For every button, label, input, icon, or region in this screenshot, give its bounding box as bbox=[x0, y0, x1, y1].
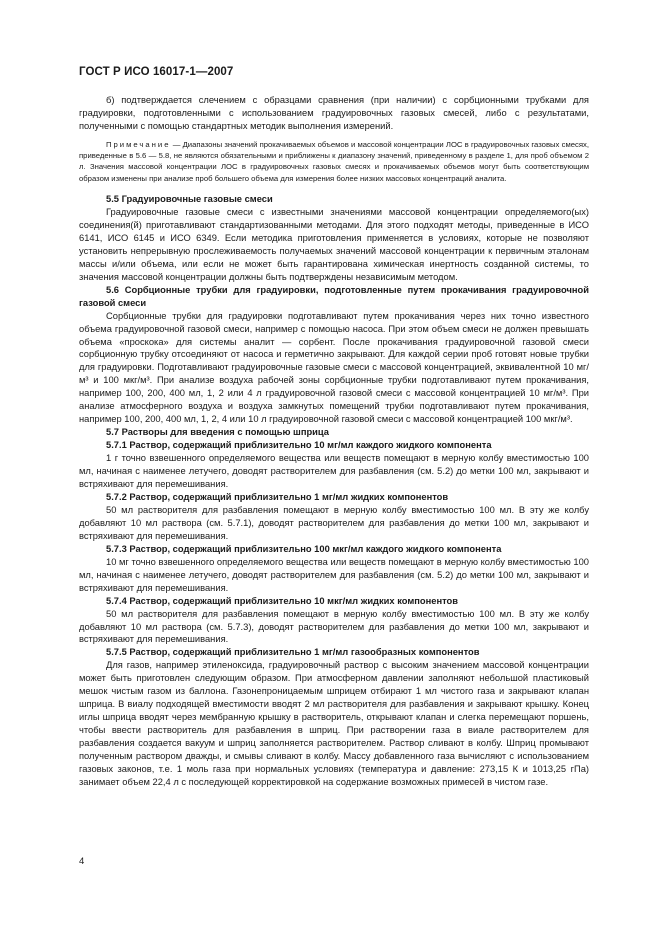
section-5-7-2-heading: 5.7.2 Раствор, содержащий приблизительно 1 мг/мл жидких компонентов bbox=[106, 491, 449, 502]
section-5-5-heading: 5.5 Градуировочные газовые смеси bbox=[106, 194, 273, 205]
section-5-5-text: Градуировочные газовые смеси с известными значениями массовой концентрации определяемого(ых) соединения(й) приготавливают стандартизованными методами. Для этого подходят методы, приведенные в ИСО 6141, ИСО 6145 и ИСО 6349. Если методика приготовления применяется в условиях, которые не позволяют установить непрерывную прослеживаемость получаемых значений массовой концентрации к первичным эталонам массы и/или объема, или если не может быть гарантирована химическая инертность созданной системы, то значения массовой концентрации должны быть подтверждены независимым методом. bbox=[79, 207, 589, 282]
section-5-7-3-text: 10 мг точно взвешенного определяемого вещества или веществ помещают в мерную колбу вместимостью 100 мл, начиная с наименее летучего, доводят растворителем для разбавления (см. 5.2) до метки 100 мл, закрывают и встряхивают для перемешивания. bbox=[79, 556, 589, 593]
section-5-7-4-heading: 5.7.4 Раствор, содержащий приблизительно 10 мкг/мл жидких компонентов bbox=[106, 595, 458, 606]
item-b-paragraph: б) подтверждается слечением с образцами сравнения (при наличии) с сорбционными трубками для градуировки, подготовленными с использованием градуировочных газовых смесей, либо с результатами, полученными с помощью стандартных методик выполнения измерений. bbox=[79, 95, 589, 131]
section-5-7-5-text: Для газов, например этиленоксида, градуировочный раствор с высоким значением массовой концентрации может быть приготовлен следующим образом. При атмосферном давлении заполняют небольшой пластиковый мешок чистым газом из баллона. Газонепроницаемым шприцем отбирают 1 мл чистого газа и закрывают клапан шприца. В виалу подходящей вместимости вводят 2 мл растворителя для разбавления и закрывают крышку. Конец иглы шприца вводят через мембранную крышку в растворитель, открывают клапан и слегка перемещают поршень, чтобы ввести растворитель для разбавления в шприц. При растворении газа в виале растворителем для разбавления создается вакуум и шприц заполняется растворителем. Раствор сливают в колбу. Шприц промывают полученным раствором дважды, и смывы сливают в колбу. Массу добавленного газа вычисляют с использованием газовых законов, т.е. 1 моль газа при нормальных условиях (температура и давление: 273,15 К и 1013,25 гПа) занимает объем 22,4 л с последующей корректировкой на содержание возможных примесей в чистом газе. bbox=[79, 660, 589, 787]
section-5-7-1-heading: 5.7.1 Раствор, содержащий приблизительно 10 мг/мл каждого жидкого компонента bbox=[106, 440, 492, 451]
section-5-7-4-text: 50 мл растворителя для разбавления помещают в мерную колбу вместимостью 100 мл. В эту же колбу добавляют 10 мл раствора (см. 5.7.3), доводят растворителем для разбавления до метки 100 мл, закрывают и встряхивают для перемешивания. bbox=[79, 608, 589, 645]
section-5-7-5-heading: 5.7.5 Раствор, содержащий приблизительно 1 мг/мл газообразных компонентов bbox=[106, 647, 480, 658]
section-5-6-text: Сорбционные трубки для градуировки подготавливают путем прокачивания через них точно известного объема градуировочной газовой смеси, например с помощью насоса. При этом объем смеси не должен превышать объема «проскока» для системы аналит — сорбент. После прокачивания градуировочной газовой смеси сорбционную трубку отсоединяют от насоса и герметично закрывают. Для каждой серии проб готовят новые трубки для градуировки. Подготавливают градуировочные газовые смеси с массовой концентрацией, эквивалентной 10 мг/м³ и 100 мкг/м³. При анализе воздуха рабочей зоны сорбционные трубки подготавливают путем прокачивания, например 100, 200, 400 мл, 1, 2 или 4 л градуировочной газовой смеси с массовой концентрацией 10 мг/м³. При анализе атмосферного воздуха и воздуха замкнутых помещений трубки подготавливают путем прокачивания, например 100, 200, 400 мл, 1, 2, 4 или 10 л градуировочной газовой смеси с массовой концентрацией 100 мкг/м³. bbox=[79, 310, 589, 425]
note-text: — Диапазоны значений прокачиваемых объемов и массовой концентрации ЛОС в градуировочных газовых смесях, приведенные в 5.6 — 5.8, не являются обязательными и приближены к диапазону значений, приведенному в разделе 1, для проб объемом 2 л. Значения массовой концентрации ЛОС в градуировочных газовых смесях и прокачиваемых объемов могут быть соответствующим образом изменены при анализе проб большего объема для измерения более низких массовых концентраций аналита. bbox=[79, 139, 589, 183]
note-paragraph bbox=[79, 139, 589, 184]
page-number: 4 bbox=[79, 856, 85, 867]
section-5-7-3-heading: 5.7.3 Раствор, содержащий приблизительно 100 мкг/мл каждого жидкого компонента bbox=[106, 543, 502, 554]
section-5-6-heading: 5.6 Сорбционные трубки для градуировки, подготовленные путем прокачивания градуировочной газовой смеси bbox=[79, 284, 589, 308]
note-label: Примечание bbox=[106, 139, 171, 149]
document-body bbox=[79, 94, 589, 789]
section-5-7-1-text: 1 г точно взвешенного определяемого вещества или веществ помещают в мерную колбу вместимостью 100 мл, начиная с наименее летучего, доводят растворителем для разбавления (см. 5.2) до метки 100 мл, закрывают и встряхивают для перемешивания. bbox=[79, 453, 589, 490]
section-5-7-heading: 5.7 Растворы для введения с помощью шприца bbox=[106, 427, 329, 438]
section-5-7-2-text: 50 мл растворителя для разбавления помещают в мерную колбу вместимостью 100 мл. В эту же колбу добавляют 10 мл раствора (см. 5.7.1), доводят растворителем для разбавления до метки 100 мл, закрывают и встряхивают для перемешивания. bbox=[79, 504, 589, 541]
document-header: ГОСТ Р ИСО 16017-1—2007 bbox=[79, 66, 234, 78]
